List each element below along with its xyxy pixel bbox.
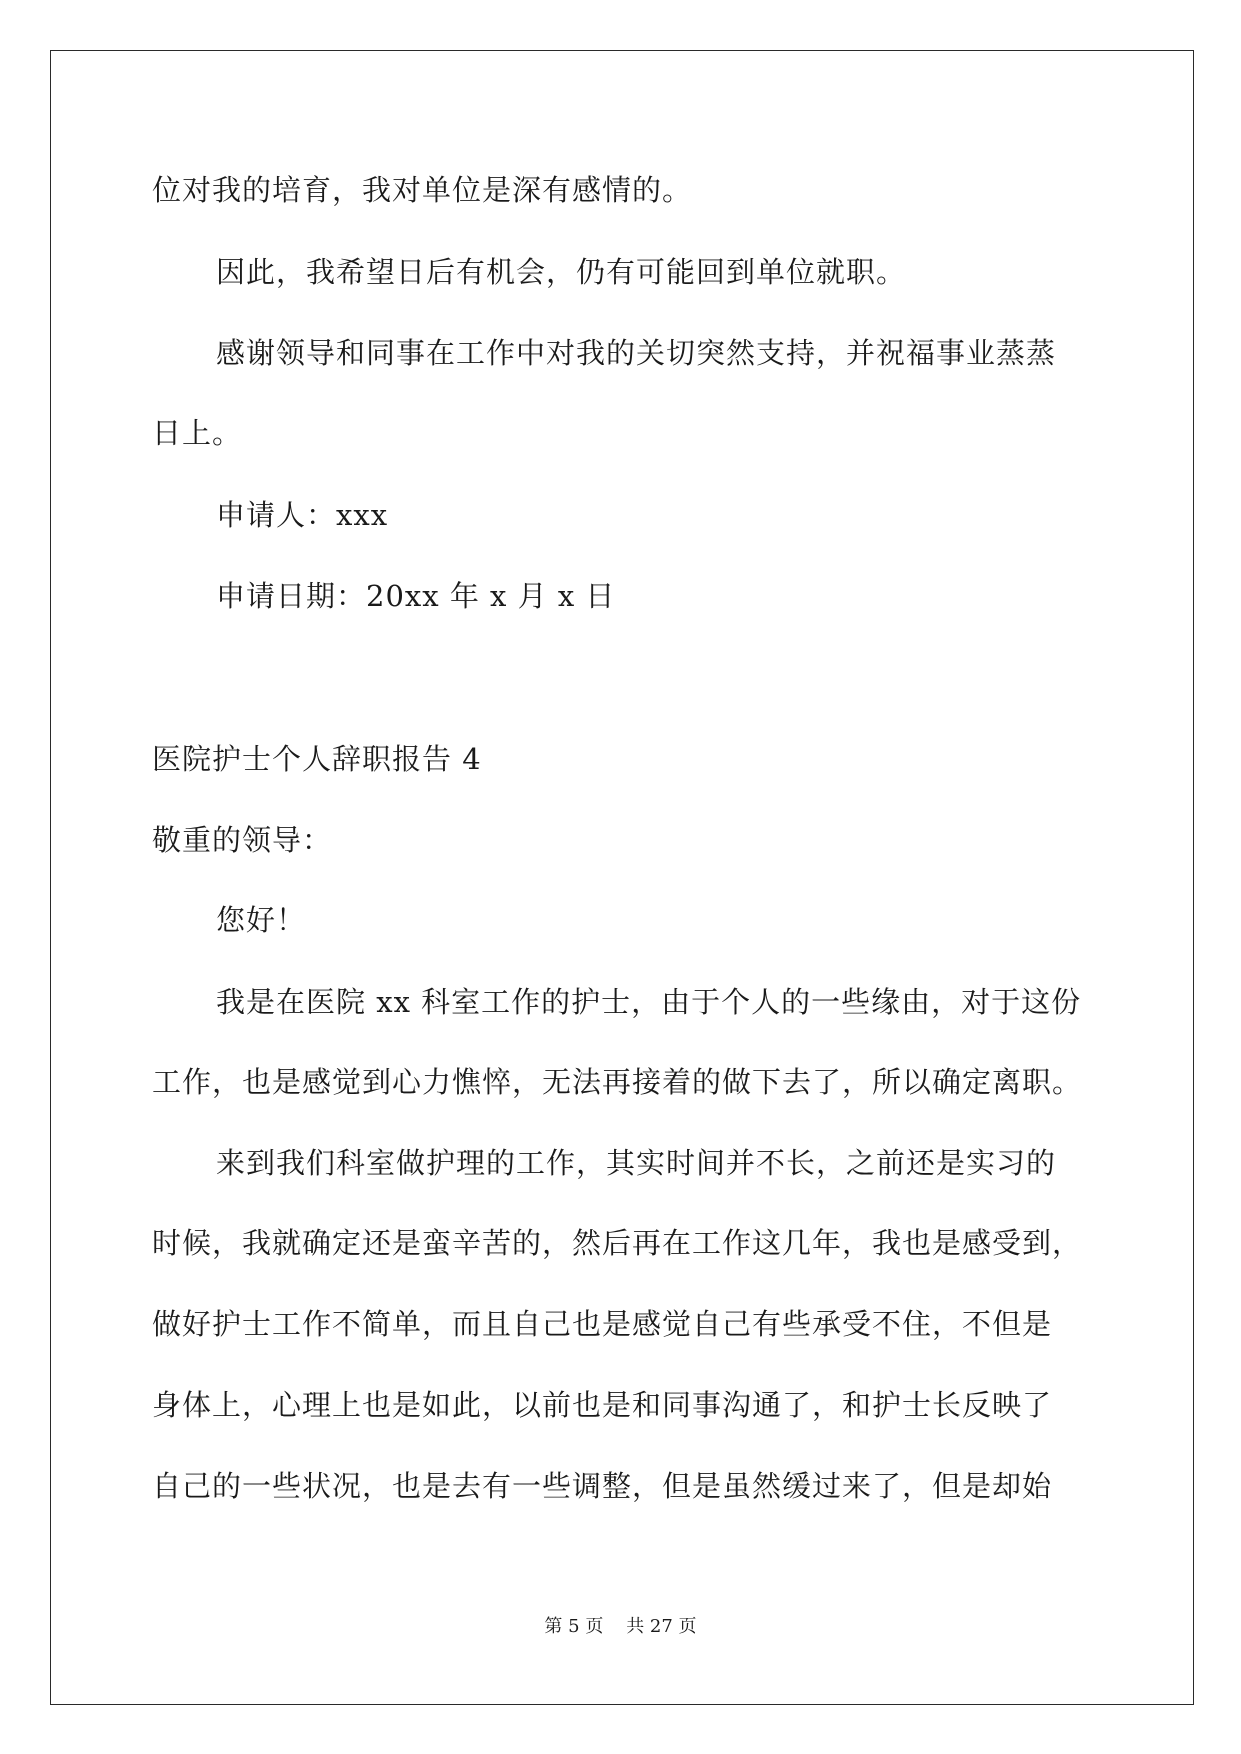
body-line-11: 工作，也是感觉到心力憔悴，无法再接着的做下去了，所以确定离职。 (152, 1065, 1083, 1099)
greeting: 您好！ (216, 903, 307, 937)
body-line-3: 感谢领导和同事在工作中对我的关切突然支持，并祝福事业蒸蒸 (216, 336, 1057, 370)
body-line-1: 位对我的培育，我对单位是深有感情的。 (152, 173, 693, 207)
body-line-12: 来到我们科室做护理的工作，其实时间并不长，之前还是实习的 (216, 1146, 1057, 1180)
body-line-2: 因此，我希望日后有机会，仍有可能回到单位就职。 (216, 255, 907, 289)
body-line-10: 我是在医院 xx 科室工作的护士，由于个人的一些缘由，对于这份 (216, 985, 1082, 1019)
body-line-13: 时候，我就确定还是蛮辛苦的，然后再在工作这几年，我也是感受到， (152, 1226, 1083, 1260)
page-border (50, 50, 1194, 1705)
body-line-16: 自己的一些状况，也是去有一些调整，但是虽然缓过来了，但是却始 (152, 1469, 1053, 1503)
applicant-line: 申请人：xxx (216, 498, 389, 532)
body-line-15: 身体上，心理上也是如此，以前也是和同事沟通了，和护士长反映了 (152, 1388, 1053, 1422)
application-date-line: 申请日期：20xx 年 x 月 x 日 (216, 579, 616, 613)
salutation: 敬重的领导： (152, 823, 333, 857)
body-line-4: 日上。 (152, 416, 243, 450)
section-title: 医院护士个人辞职报告 4 (152, 742, 482, 776)
body-line-14: 做好护士工作不简单，而且自己也是感觉自己有些承受不住，不但是 (152, 1307, 1053, 1341)
page-number-footer: 第 5 页 共 27 页 (544, 1616, 697, 1637)
